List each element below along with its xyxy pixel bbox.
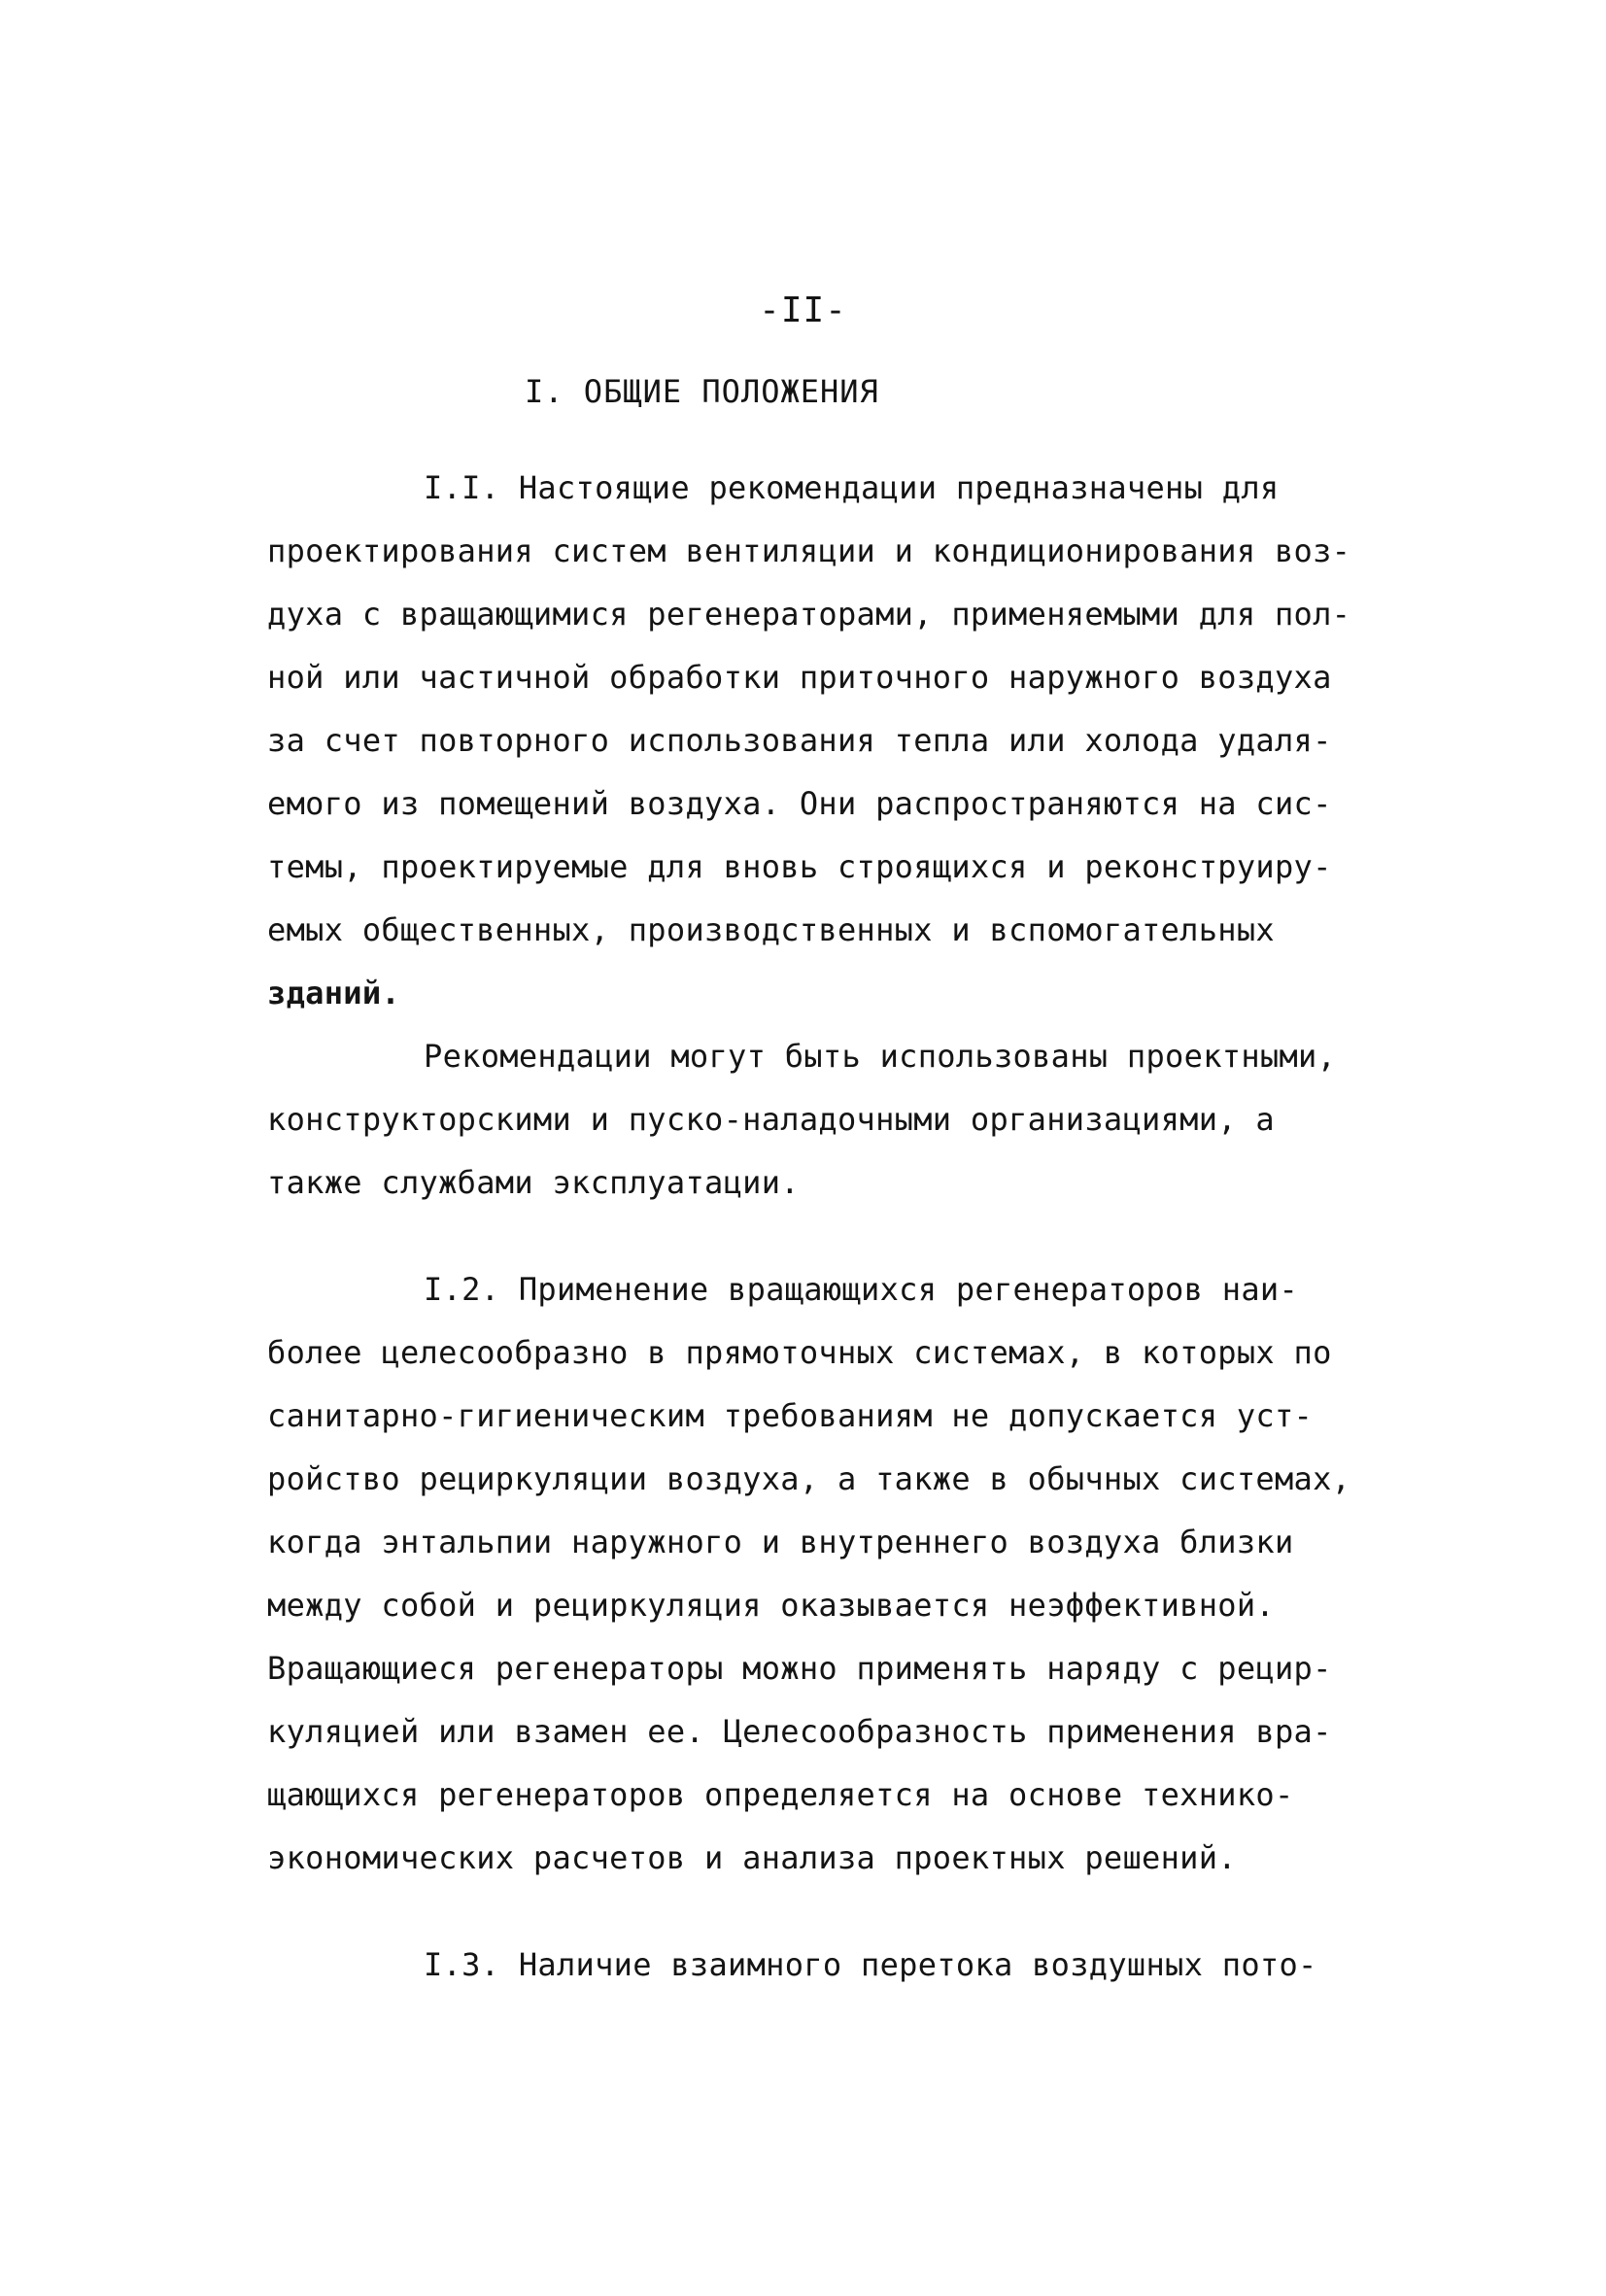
- section-heading: I. ОБЩИЕ ПОЛОЖЕНИЯ: [525, 373, 879, 410]
- text-line: духа с вращающимися регенераторами, применяемыми для пол-: [267, 596, 1351, 633]
- text-line: емых общественных, производственных и вспомогательных: [267, 911, 1275, 948]
- text-line: I.I. Настоящие рекомендации предназначены для: [424, 469, 1280, 506]
- text-line: темы, проектируемые для вновь строящихся и реконструиру-: [267, 848, 1332, 885]
- text-line: когда энтальпии наружного и внутреннего воздуха близки: [267, 1524, 1294, 1560]
- text-line: I.2. Применение вращающихся регенераторов наи-: [424, 1271, 1299, 1308]
- text-line: также службами эксплуатации.: [267, 1164, 800, 1201]
- page-number: -II-: [759, 291, 847, 330]
- text-line: ройство рециркуляции воздуха, а также в обычных системах,: [267, 1460, 1351, 1497]
- text-line: экономических расчетов и анализа проектных решений.: [267, 1839, 1237, 1876]
- text-line: Вращающиеся регенераторы можно применять наряду с рецир-: [267, 1650, 1332, 1687]
- text-line: зданий.: [267, 975, 400, 1011]
- text-line: более целесообразно в прямоточных системах, в которых по: [267, 1334, 1332, 1371]
- text-line: за счет повторного использования тепла или холода удаля-: [267, 722, 1332, 759]
- text-line: ной или частичной обработки приточного наружного воздуха: [267, 659, 1332, 696]
- text-line: между собой и рециркуляция оказывается неэффективной.: [267, 1587, 1275, 1624]
- text-line: проектирования систем вентиляции и кондиционирования воз-: [267, 532, 1351, 569]
- text-line: щающихся регенераторов определяется на основе технико-: [267, 1776, 1294, 1813]
- text-line: куляцией или взамен ее. Целесообразность применения вра-: [267, 1713, 1332, 1750]
- text-line: I.3. Наличие взаимного перетока воздушных пото-: [424, 1946, 1317, 1983]
- text-line: санитарно-гигиеническим требованиям не допускается уст-: [267, 1397, 1314, 1434]
- text-line: Рекомендации могут быть использованы проектными,: [424, 1038, 1337, 1075]
- text-line: конструкторскими и пуско-наладочными организациями, а: [267, 1101, 1275, 1138]
- text-line: емого из помещений воздуха. Они распространяются на сис-: [267, 785, 1332, 822]
